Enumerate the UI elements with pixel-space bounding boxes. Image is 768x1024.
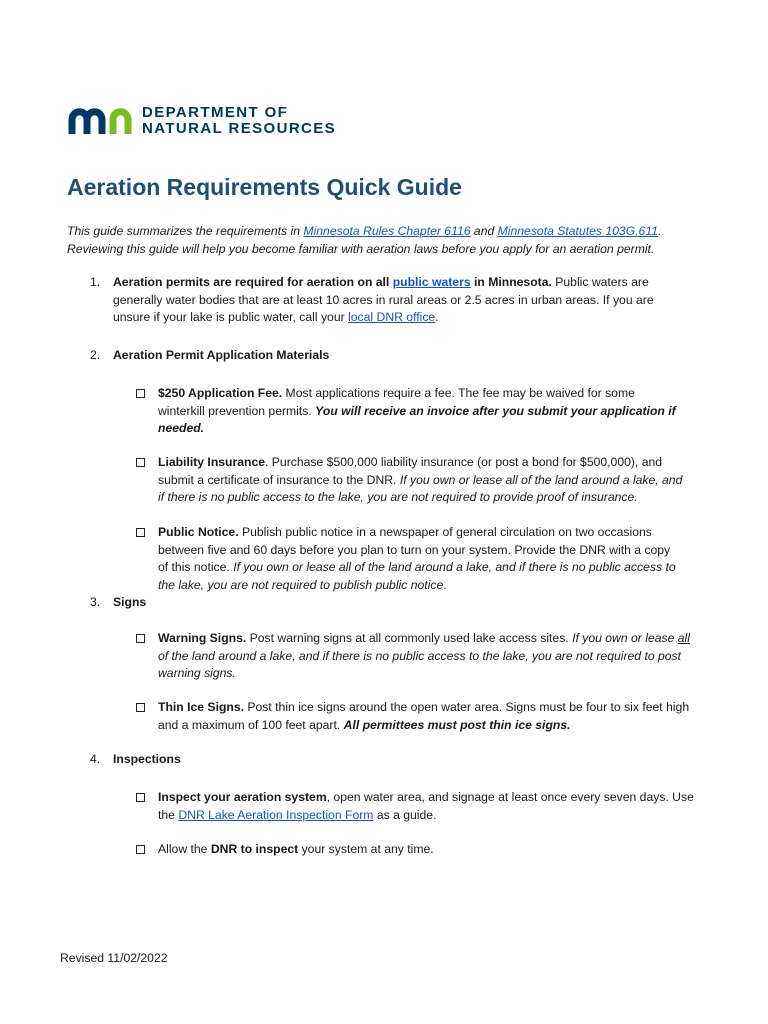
inspect-line-1: , open water area, and signage at least once every seven days. Use	[326, 790, 694, 804]
warning-line-2: of the land around a lake, and if there is no public access to the lake, you are not required to post	[158, 648, 682, 663]
thin-ice-line-2a: and a maximum of 100 feet apart.	[158, 717, 344, 732]
inspection-form-link[interactable]: DNR Lake Aeration Inspection Form	[178, 807, 374, 822]
inspect-line-2b: as a guide.	[373, 807, 437, 822]
revision-date: Revised 11/02/2022	[60, 951, 168, 965]
item-number: 4.	[90, 752, 101, 766]
intro-line-2: Reviewing this guide will help you become familiar with aeration laws before you apply for an aeration permit.	[67, 242, 655, 256]
item-1-text-2: generally water bodies that are at least 10 acres in rural areas or 2.5 acres in urban areas. If you are	[113, 292, 654, 307]
checklist-item-thin-ice-signs[interactable]	[136, 699, 706, 734]
item-number: 3.	[90, 595, 101, 609]
warning-line-1b: If you own or lease	[572, 631, 678, 645]
warning-line-1c: all	[677, 631, 690, 645]
local-dnr-office-link[interactable]: local DNR office	[348, 310, 436, 324]
fee-line-2b: You will receive an invoice after you submit your application if	[315, 403, 676, 418]
list-item-1	[90, 274, 710, 327]
thin-ice-bold: Thin Ice Signs.	[158, 700, 245, 714]
logo-line-2: NATURAL RESOURCES	[142, 120, 337, 137]
insurance-line-1: . Purchase $500,000 liability insurance (or post a bond for $500,000), and	[265, 455, 663, 469]
item-1-text-3: unsure if your lake is public water, call your	[113, 310, 349, 324]
insurance-line-2b: If you own or lease all of the land around a lake, and	[399, 472, 683, 487]
item-1-bold-suffix: in Minnesota.	[470, 275, 552, 289]
checkbox[interactable]	[136, 458, 145, 467]
checklist-item-inspect[interactable]	[136, 789, 706, 824]
insurance-line-2a: submit a certificate of insurance to the DNR.	[158, 472, 400, 487]
logo-line-1: DEPARTMENT OF	[142, 104, 289, 121]
item-1-bold-prefix: Aeration permits are required for aeration on all	[113, 275, 393, 289]
warning-line-3: warning signs.	[158, 666, 236, 680]
item-number: 1.	[90, 275, 101, 289]
checklist-item-allow-inspection[interactable]	[136, 841, 706, 859]
checkbox[interactable]	[136, 845, 145, 854]
item-2-heading: Aeration Permit Application Materials	[113, 348, 330, 362]
checklist-item-fee[interactable]	[136, 385, 706, 438]
warning-bold: Warning Signs.	[158, 631, 247, 645]
item-1-text-1: Public waters are	[551, 275, 649, 289]
fee-line-2a: winterkill prevention permits.	[158, 403, 316, 418]
item-4-heading: Inspections	[113, 752, 181, 766]
list-item-3	[90, 594, 710, 612]
notice-line-4b: .	[443, 577, 447, 592]
intro-and: and	[470, 224, 498, 238]
checkbox[interactable]	[136, 703, 145, 712]
checkbox[interactable]	[136, 793, 145, 802]
thin-ice-line-1: Post thin ice signs around the open water area. Signs must be four to six feet high	[244, 700, 690, 714]
notice-bold: Public Notice.	[158, 525, 239, 539]
fee-bold: $250 Application Fee.	[158, 386, 283, 400]
insurance-bold: Liability Insurance	[158, 455, 266, 469]
notice-line-2: between five and 60 days before you plan to turn on your system. Provide the DNR with a copy	[158, 542, 671, 557]
checklist-item-public-notice[interactable]	[136, 524, 706, 594]
fee-line-3: needed.	[158, 421, 205, 435]
intro-suffix: .	[658, 224, 662, 238]
intro-paragraph	[67, 222, 707, 258]
intro-line-1	[67, 222, 707, 240]
inspect-line-2a: the	[158, 807, 179, 822]
checklist-item-warning-signs[interactable]	[136, 630, 706, 683]
public-waters-link[interactable]: public waters	[392, 275, 471, 289]
allow-suffix: your system at any time.	[298, 842, 434, 856]
allow-prefix: Allow the	[158, 842, 211, 856]
item-3-heading: Signs	[113, 595, 147, 609]
insurance-line-3: if there is no public access to the lake, you are not required to provide proof of insurance.	[158, 490, 638, 504]
minnesota-rules-link[interactable]: Minnesota Rules Chapter 6116	[303, 224, 471, 238]
allow-bold: DNR to inspect	[210, 842, 299, 856]
intro-prefix: This guide summarizes the requirements in	[67, 224, 304, 238]
list-item-2	[90, 347, 710, 365]
checkbox[interactable]	[136, 634, 145, 643]
item-number: 2.	[90, 348, 101, 362]
item-1-end: .	[435, 310, 439, 324]
thin-ice-line-2b: All permittees must post thin ice signs.	[343, 717, 571, 732]
notice-line-4a: the lake, you are not required to publish public notice	[158, 577, 444, 592]
logo-text	[142, 105, 336, 137]
checklist-item-insurance[interactable]	[136, 454, 706, 507]
checkbox[interactable]	[136, 389, 145, 398]
list-item-4	[90, 751, 710, 769]
mn-logo-mark-icon	[68, 106, 132, 136]
inspect-bold: Inspect your aeration system	[158, 790, 327, 804]
page-title: Aeration Requirements Quick Guide	[67, 174, 462, 200]
notice-line-1: Publish public notice in a newspaper of general circulation on two occasions	[238, 525, 652, 539]
warning-line-1a: Post warning signs at all commonly used lake access sites.	[246, 631, 573, 645]
notice-line-3b: If you own or lease all of the land around a lake, and if there is no public access to	[233, 560, 676, 574]
fee-line-1: Most applications require a fee. The fee may be waived for some	[282, 386, 635, 400]
notice-line-3a: of this notice.	[158, 560, 234, 574]
dnr-logo[interactable]	[68, 104, 336, 138]
minnesota-statutes-link[interactable]: Minnesota Statutes 103G.611	[497, 224, 658, 238]
checkbox[interactable]	[136, 528, 145, 537]
